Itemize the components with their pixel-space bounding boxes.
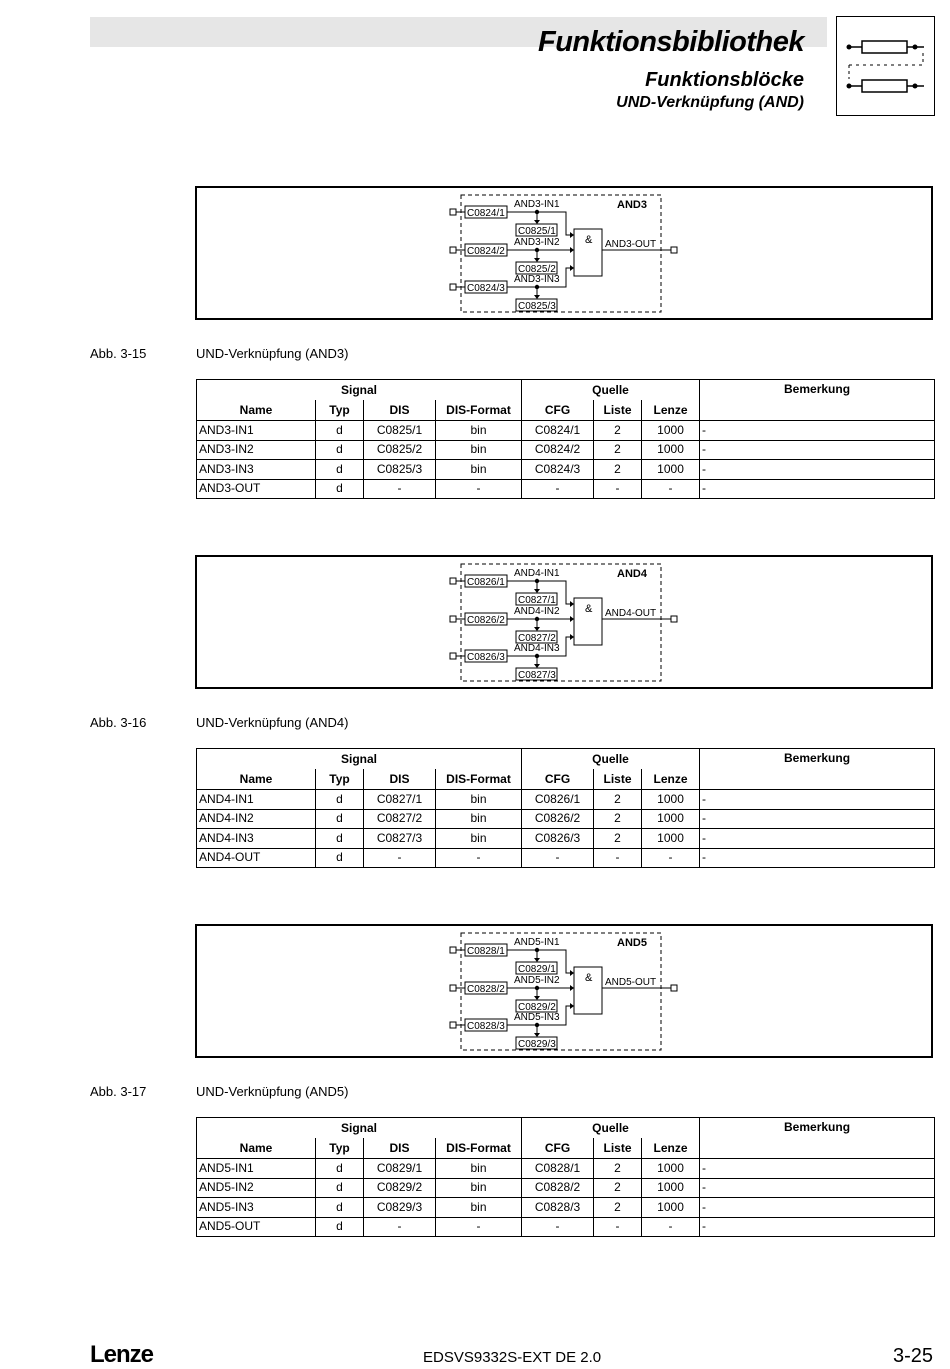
input-connector	[450, 1022, 456, 1028]
figure-caption-text: UND-Verknüpfung (AND5)	[196, 1084, 349, 1099]
table-cell: 2	[594, 1159, 642, 1179]
block-name: AND5	[617, 937, 647, 949]
column-header-liste: Liste	[594, 769, 642, 790]
table-cell: bin	[436, 1159, 522, 1179]
column-header-lenze: Lenze	[642, 1138, 700, 1159]
table-cell: C0824/2	[522, 440, 594, 460]
table-cell: -	[436, 1217, 522, 1237]
input-label: AND5-IN3	[514, 1012, 560, 1023]
input-connector	[450, 616, 456, 622]
function-block-diagram	[195, 555, 933, 689]
cfg-code: C0824/2	[467, 246, 505, 257]
table-cell: -	[594, 479, 642, 499]
column-header-dis-format: DIS-Format	[436, 1138, 522, 1159]
table-cell: C0827/2	[364, 809, 436, 829]
table-cell: -	[364, 1217, 436, 1237]
table-cell: -	[700, 790, 935, 810]
table-cell: -	[642, 848, 700, 868]
page-title: Funktionsbibliothek	[538, 26, 804, 58]
table-cell: 1000	[642, 829, 700, 849]
column-header-liste: Liste	[594, 400, 642, 421]
header-bemerkung: Bemerkung	[700, 1118, 935, 1159]
table-cell: 2	[594, 421, 642, 441]
table-cell: AND5-OUT	[197, 1217, 316, 1237]
input-connector	[450, 947, 456, 953]
table-row	[197, 421, 935, 441]
lenze-logo: Lenze	[90, 1341, 154, 1368]
table-cell: 1000	[642, 421, 700, 441]
table-cell: C0825/3	[364, 460, 436, 480]
dis-code: C0825/1	[518, 226, 556, 237]
function-block-diagram	[195, 924, 933, 1058]
block-name: AND4	[617, 568, 647, 580]
header-signal: Signal	[197, 749, 522, 770]
table-cell: 1000	[642, 1198, 700, 1218]
table-cell: bin	[436, 1198, 522, 1218]
table-cell: C0826/3	[522, 829, 594, 849]
table-cell: bin	[436, 809, 522, 829]
table-cell: bin	[436, 829, 522, 849]
table-cell: -	[700, 1217, 935, 1237]
table-cell: d	[316, 460, 364, 480]
table-row	[197, 1159, 935, 1179]
table-cell: C0824/3	[522, 460, 594, 480]
table-cell: -	[522, 848, 594, 868]
column-header-lenze: Lenze	[642, 769, 700, 790]
table-row	[197, 440, 935, 460]
dis-code: C0827/3	[518, 670, 556, 681]
table-cell: -	[700, 460, 935, 480]
figure-number: Abb. 3-15	[90, 346, 147, 361]
table-cell: -	[700, 421, 935, 441]
input-label: AND3-IN2	[514, 237, 560, 248]
table-cell: C0828/3	[522, 1198, 594, 1218]
header-quelle: Quelle	[522, 380, 700, 401]
table-cell: 1000	[642, 1159, 700, 1179]
dis-code: C0829/3	[518, 1039, 556, 1050]
input-label: AND3-IN3	[514, 274, 560, 285]
table-cell: C0826/1	[522, 790, 594, 810]
table-cell: d	[316, 829, 364, 849]
page-subtitle: Funktionsblöcke	[645, 69, 804, 91]
table-cell: -	[700, 440, 935, 460]
figure-caption-text: UND-Verknüpfung (AND3)	[196, 346, 349, 361]
dis-code: C0829/1	[518, 964, 556, 975]
table-cell: bin	[436, 460, 522, 480]
output-label: AND3-OUT	[605, 239, 657, 250]
table-cell: C0825/2	[364, 440, 436, 460]
input-label: AND4-IN3	[514, 643, 560, 654]
table-cell: 2	[594, 1198, 642, 1218]
table-cell: -	[700, 829, 935, 849]
document-id: EDSVS9332S-EXT DE 2.0	[423, 1349, 602, 1366]
table-cell: C0828/2	[522, 1178, 594, 1198]
input-connector	[450, 209, 456, 215]
table-row	[197, 809, 935, 829]
cfg-code: C0826/3	[467, 652, 505, 663]
input-connector	[450, 284, 456, 290]
table-cell: -	[522, 1217, 594, 1237]
cfg-code: C0826/2	[467, 615, 505, 626]
table-cell: -	[642, 1217, 700, 1237]
table-cell: AND5-IN2	[197, 1178, 316, 1198]
dis-code: C0827/1	[518, 595, 556, 606]
function-block-icon	[836, 16, 935, 116]
table-row	[197, 479, 935, 499]
table-cell: -	[700, 809, 935, 829]
table-cell: C0827/3	[364, 829, 436, 849]
header-signal: Signal	[197, 380, 522, 401]
column-header-dis: DIS	[364, 769, 436, 790]
table-cell: C0828/1	[522, 1159, 594, 1179]
output-connector	[671, 985, 677, 991]
table-cell: 2	[594, 809, 642, 829]
table-cell: AND5-IN1	[197, 1159, 316, 1179]
table-cell: d	[316, 848, 364, 868]
column-header-liste: Liste	[594, 1138, 642, 1159]
table-cell: 1000	[642, 460, 700, 480]
table-cell: bin	[436, 790, 522, 810]
table-cell: C0829/2	[364, 1178, 436, 1198]
table-cell: d	[316, 809, 364, 829]
table-row	[197, 460, 935, 480]
column-header-dis-format: DIS-Format	[436, 400, 522, 421]
table-row	[197, 829, 935, 849]
dis-code: C0829/2	[518, 1002, 556, 1013]
column-header-typ: Typ	[316, 1138, 364, 1159]
table-cell: -	[436, 848, 522, 868]
table-cell: 2	[594, 440, 642, 460]
table-cell: d	[316, 1198, 364, 1218]
gate-symbol: &	[585, 234, 593, 246]
input-label: AND4-IN2	[514, 606, 560, 617]
table-cell: C0827/1	[364, 790, 436, 810]
table-cell: C0824/1	[522, 421, 594, 441]
table-cell: -	[364, 848, 436, 868]
header-bemerkung: Bemerkung	[700, 749, 935, 790]
table-cell: -	[700, 1198, 935, 1218]
column-header-cfg: CFG	[522, 769, 594, 790]
function-block-diagram	[195, 186, 933, 320]
table-cell: d	[316, 440, 364, 460]
cfg-code: C0828/3	[467, 1021, 505, 1032]
column-header-dis: DIS	[364, 400, 436, 421]
column-header-dis-format: DIS-Format	[436, 769, 522, 790]
table-cell: 2	[594, 460, 642, 480]
header-signal: Signal	[197, 1118, 522, 1139]
input-label: AND3-IN1	[514, 199, 560, 210]
table-cell: 1000	[642, 790, 700, 810]
table-cell: 2	[594, 829, 642, 849]
figure-number: Abb. 3-17	[90, 1084, 147, 1099]
dis-code: C0825/3	[518, 301, 556, 312]
table-cell: -	[700, 479, 935, 499]
table-cell: -	[642, 479, 700, 499]
table-cell: 1000	[642, 809, 700, 829]
table-cell: AND4-IN1	[197, 790, 316, 810]
table-cell: d	[316, 1217, 364, 1237]
table-cell: -	[436, 479, 522, 499]
table-row	[197, 1198, 935, 1218]
cfg-code: C0824/1	[467, 208, 505, 219]
column-header-typ: Typ	[316, 769, 364, 790]
table-cell: -	[364, 479, 436, 499]
output-connector	[671, 616, 677, 622]
column-header-cfg: CFG	[522, 400, 594, 421]
input-connector	[450, 985, 456, 991]
table-row	[197, 1217, 935, 1237]
column-header-name: Name	[197, 400, 316, 421]
table-cell: d	[316, 479, 364, 499]
column-header-cfg: CFG	[522, 1138, 594, 1159]
figure-caption-text: UND-Verknüpfung (AND4)	[196, 715, 349, 730]
table-cell: 2	[594, 1178, 642, 1198]
table-cell: d	[316, 1159, 364, 1179]
table-row	[197, 790, 935, 810]
output-connector	[671, 247, 677, 253]
header-bemerkung: Bemerkung	[700, 380, 935, 421]
gate-symbol: &	[585, 972, 593, 984]
input-label: AND5-IN2	[514, 975, 560, 986]
input-connector	[450, 247, 456, 253]
page-section-title: UND-Verknüpfung (AND)	[616, 94, 804, 111]
table-cell: -	[594, 1217, 642, 1237]
table-row	[197, 848, 935, 868]
table-cell: C0826/2	[522, 809, 594, 829]
table-cell: C0829/1	[364, 1159, 436, 1179]
table-cell: -	[700, 848, 935, 868]
figure-caption	[90, 346, 348, 361]
dis-code: C0827/2	[518, 633, 556, 644]
table-cell: bin	[436, 421, 522, 441]
output-label: AND5-OUT	[605, 977, 657, 988]
signal-table	[196, 379, 935, 499]
figure-caption	[90, 1084, 348, 1099]
table-cell: -	[522, 479, 594, 499]
table-cell: -	[594, 848, 642, 868]
table-cell: d	[316, 421, 364, 441]
cfg-code: C0828/2	[467, 984, 505, 995]
column-header-typ: Typ	[316, 400, 364, 421]
table-cell: -	[700, 1178, 935, 1198]
page-number: 3-25	[892, 1345, 933, 1367]
table-cell: AND4-IN3	[197, 829, 316, 849]
signal-table	[196, 1117, 935, 1237]
table-cell: AND4-IN2	[197, 809, 316, 829]
table-cell: AND3-IN2	[197, 440, 316, 460]
input-label: AND4-IN1	[514, 568, 560, 579]
header-quelle: Quelle	[522, 749, 700, 770]
signal-table	[196, 748, 935, 868]
header-quelle: Quelle	[522, 1118, 700, 1139]
input-label: AND5-IN1	[514, 937, 560, 948]
cfg-code: C0826/1	[467, 577, 505, 588]
block-name: AND3	[617, 199, 647, 211]
table-cell: -	[700, 1159, 935, 1179]
table-cell: d	[316, 1178, 364, 1198]
gate-symbol: &	[585, 603, 593, 615]
table-cell: C0829/3	[364, 1198, 436, 1218]
input-connector	[450, 653, 456, 659]
table-cell: 1000	[642, 1178, 700, 1198]
column-header-lenze: Lenze	[642, 400, 700, 421]
column-header-name: Name	[197, 1138, 316, 1159]
cfg-code: C0824/3	[467, 283, 505, 294]
table-cell: AND4-OUT	[197, 848, 316, 868]
column-header-dis: DIS	[364, 1138, 436, 1159]
input-connector	[450, 578, 456, 584]
column-header-name: Name	[197, 769, 316, 790]
table-cell: C0825/1	[364, 421, 436, 441]
table-cell: bin	[436, 1178, 522, 1198]
table-cell: 2	[594, 790, 642, 810]
table-cell: bin	[436, 440, 522, 460]
figure-number: Abb. 3-16	[90, 715, 147, 730]
figure-caption	[90, 715, 348, 730]
table-row	[197, 1178, 935, 1198]
table-cell: AND3-IN3	[197, 460, 316, 480]
table-cell: AND3-IN1	[197, 421, 316, 441]
cfg-code: C0828/1	[467, 946, 505, 957]
table-cell: AND3-OUT	[197, 479, 316, 499]
table-cell: d	[316, 790, 364, 810]
output-label: AND4-OUT	[605, 608, 657, 619]
dis-code: C0825/2	[518, 264, 556, 275]
table-cell: AND5-IN3	[197, 1198, 316, 1218]
table-cell: 1000	[642, 440, 700, 460]
